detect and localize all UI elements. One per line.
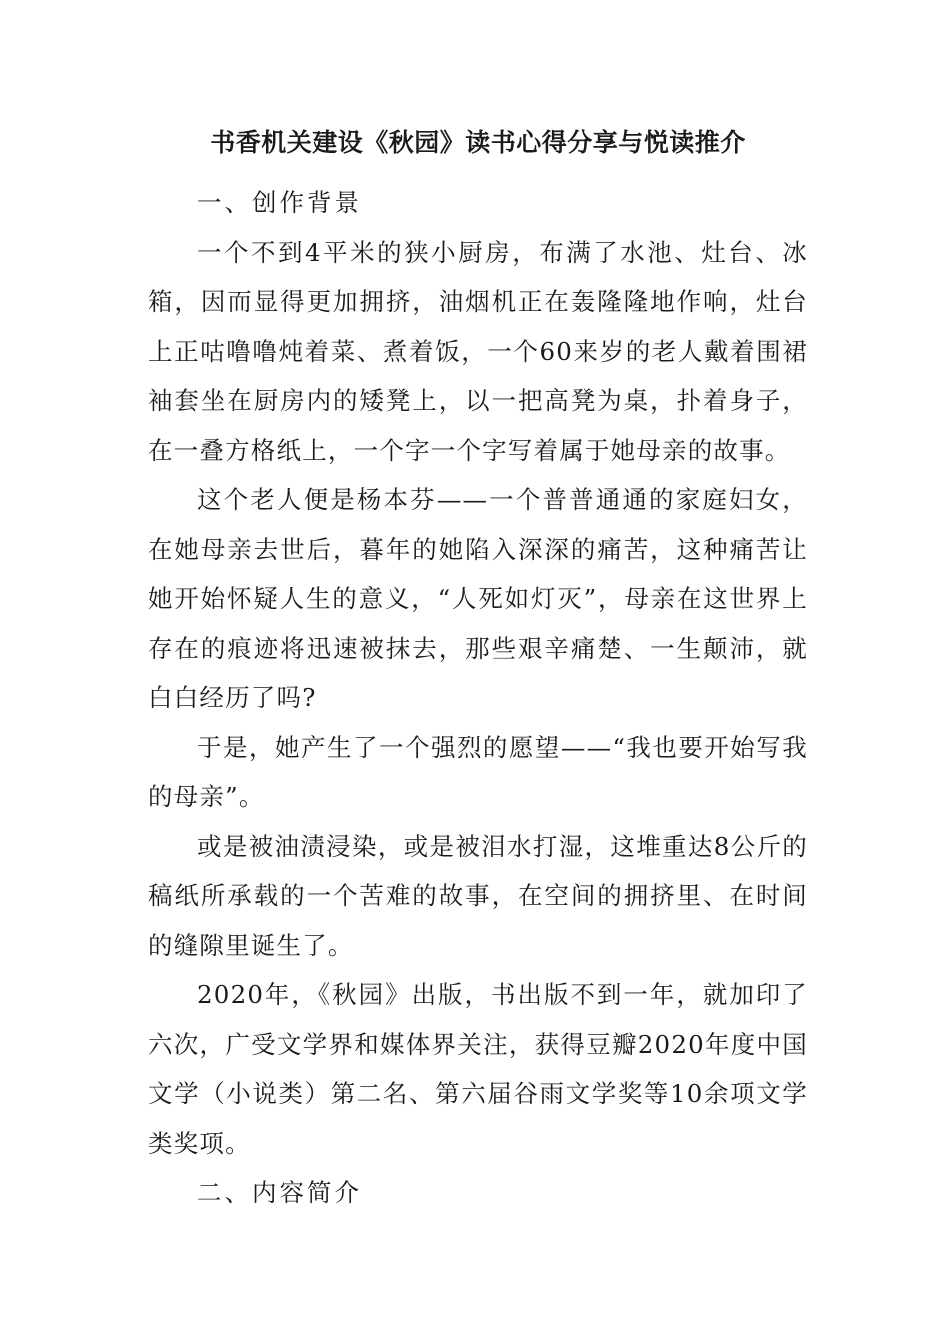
paragraph-manuscript: 或是被油渍浸染，或是被泪水打湿，这堆重达8公斤的稿纸所承载的一个苦难的故事，在空间的拥挤里、在时间的缝隙里诞生了。 [148, 831, 808, 960]
section-heading-background: 一、创作背景 [197, 188, 362, 217]
section-heading-summary: 二、内容简介 [197, 1178, 362, 1207]
paragraph-kitchen: 一个不到4平米的狭小厨房，布满了水池、灶台、冰箱，因而显得更加拥挤，油烟机正在轰隆隆地作响，灶台上正咕噜噜炖着菜、煮着饭，一个60来岁的老人戴着围裙袖套坐在厨房内的矮凳上，以一把高凳为桌，扑着身子，在一叠方格纸上，一个字一个字写着属于她母亲的故事。 [148, 237, 808, 465]
paragraph-publication: 2020年，《秋园》出版，书出版不到一年，就加印了六次，广受文学界和媒体界关注，获得豆瓣2020年度中国文学（小说类）第二名、第六届谷雨文学奖等10余项文学类奖项。 [148, 980, 808, 1158]
paragraph-author: 这个老人便是杨本芬——一个普普通通的家庭妇女，在她母亲去世后，暮年的她陷入深深的痛苦，这种痛苦让她开始怀疑人生的意义，“人死如灯灭”，母亲在这世界上存在的痕迹将迅速被抹去，那些艰辛痛楚、一生颠沛，就白白经历了吗? [148, 485, 808, 712]
document-title: 书香机关建设《秋园》读书心得分享与悦读推介 [210, 128, 746, 157]
document-page [148, 128, 808, 1218]
paragraph-wish: 于是，她产生了一个强烈的愿望——“我也要开始写我的母亲”。 [148, 732, 808, 811]
